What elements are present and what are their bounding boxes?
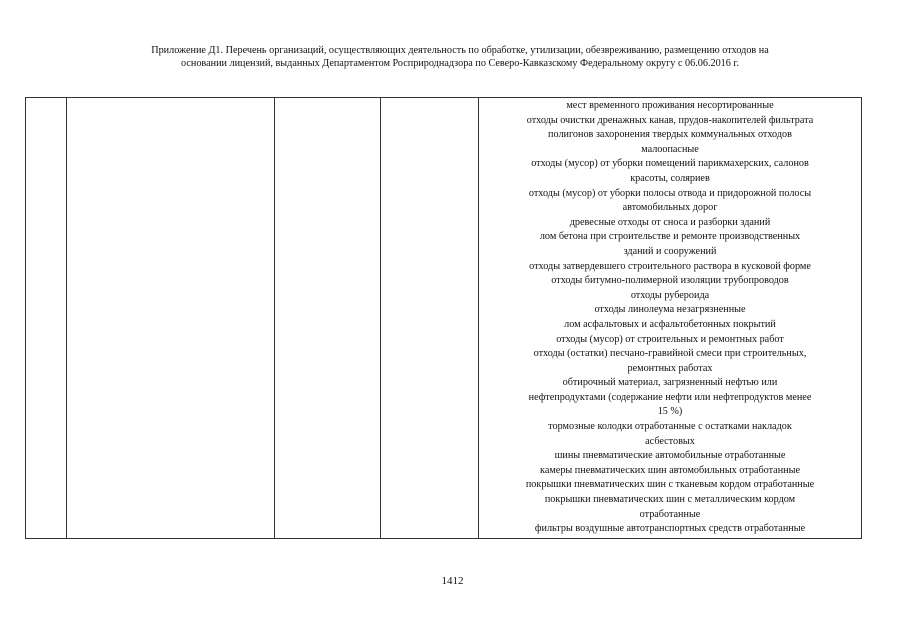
waste-list [479, 98, 861, 537]
waste-item: отходы затвердевшего строительного раствора в кусковой форме [529, 260, 811, 272]
waste-item: малоопасные [641, 143, 699, 155]
waste-item: отходы рубероида [630, 289, 710, 301]
table-cell-organization [67, 98, 275, 539]
waste-item: отходы битумно-полимерной изоляции трубопроводов [551, 275, 789, 287]
waste-item: древесные отходы от сноса и разборки зданий [569, 216, 771, 228]
waste-item: лом бетона при строительстве и ремонте производственных [539, 231, 801, 243]
waste-item: отработанные [639, 508, 701, 520]
waste-item: фильтры воздушные автотранспортных средств отработанные [534, 523, 806, 535]
page-number: 1412 [441, 575, 464, 587]
waste-item: покрышки пневматических шин с металлическим кордом [544, 494, 796, 506]
waste-item: тормозные колодки отработанные с остатками накладок [548, 421, 792, 433]
waste-item: отходы (мусор) от строительных и ремонтных работ [556, 333, 784, 345]
table-row [26, 98, 862, 539]
waste-item: отходы (остатки) песчано-гравийной смеси при строительных, [533, 348, 807, 360]
header-line-2: основании лицензий, выданных Департаментом Росприроднадзора по Северо-Кавказскому Федеральному округу с 06.06.2016 г. [181, 58, 739, 69]
waste-item: отходы (мусор) от уборки полосы отвода и придорожной полосы [528, 187, 812, 199]
document-header [60, 44, 860, 70]
waste-item: шины пневматические автомобильные отработанные [554, 450, 786, 462]
waste-item: отходы линолеума незагрязненные [594, 304, 746, 316]
table-cell-waste-types [479, 98, 862, 539]
waste-item: 15 %) [657, 406, 683, 418]
waste-item: зданий и сооружений [623, 245, 717, 257]
waste-item: асбестовых [645, 435, 695, 447]
table-cell-license [275, 98, 381, 539]
header-line-1: Приложение Д1. Перечень организаций, осуществляющих деятельность по обработке, утилизации, обезвреживанию, размещению отходов на [151, 45, 769, 56]
waste-item: покрышки пневматических шин с тканевым кордом отработанные [525, 479, 815, 491]
waste-item: ремонтных работах [627, 362, 713, 374]
waste-item: красоты, соляриев [630, 172, 710, 184]
table-cell-number [26, 98, 67, 539]
waste-item: обтирочный материал, загрязненный нефтью или [562, 377, 778, 389]
waste-item: отходы (мусор) от уборки помещений парикмахерских, салонов [531, 158, 809, 170]
organizations-table [25, 97, 862, 539]
waste-item: нефтепродуктами (содержание нефти или нефтепродуктов менее [528, 391, 812, 403]
waste-item: автомобильных дорог [622, 202, 718, 214]
waste-item: камеры пневматических шин автомобильных отработанные [540, 464, 800, 476]
waste-item: лом асфальтовых и асфальтобетонных покрытий [564, 318, 776, 330]
waste-item: мест временного проживания несортированные [566, 100, 774, 111]
table-cell-date [381, 98, 479, 539]
waste-item: отходы очистки дренажных канав, прудов-накопителей фильтрата [526, 114, 814, 126]
waste-item: полигонов захоронения твердых коммунальных отходов [548, 129, 792, 141]
